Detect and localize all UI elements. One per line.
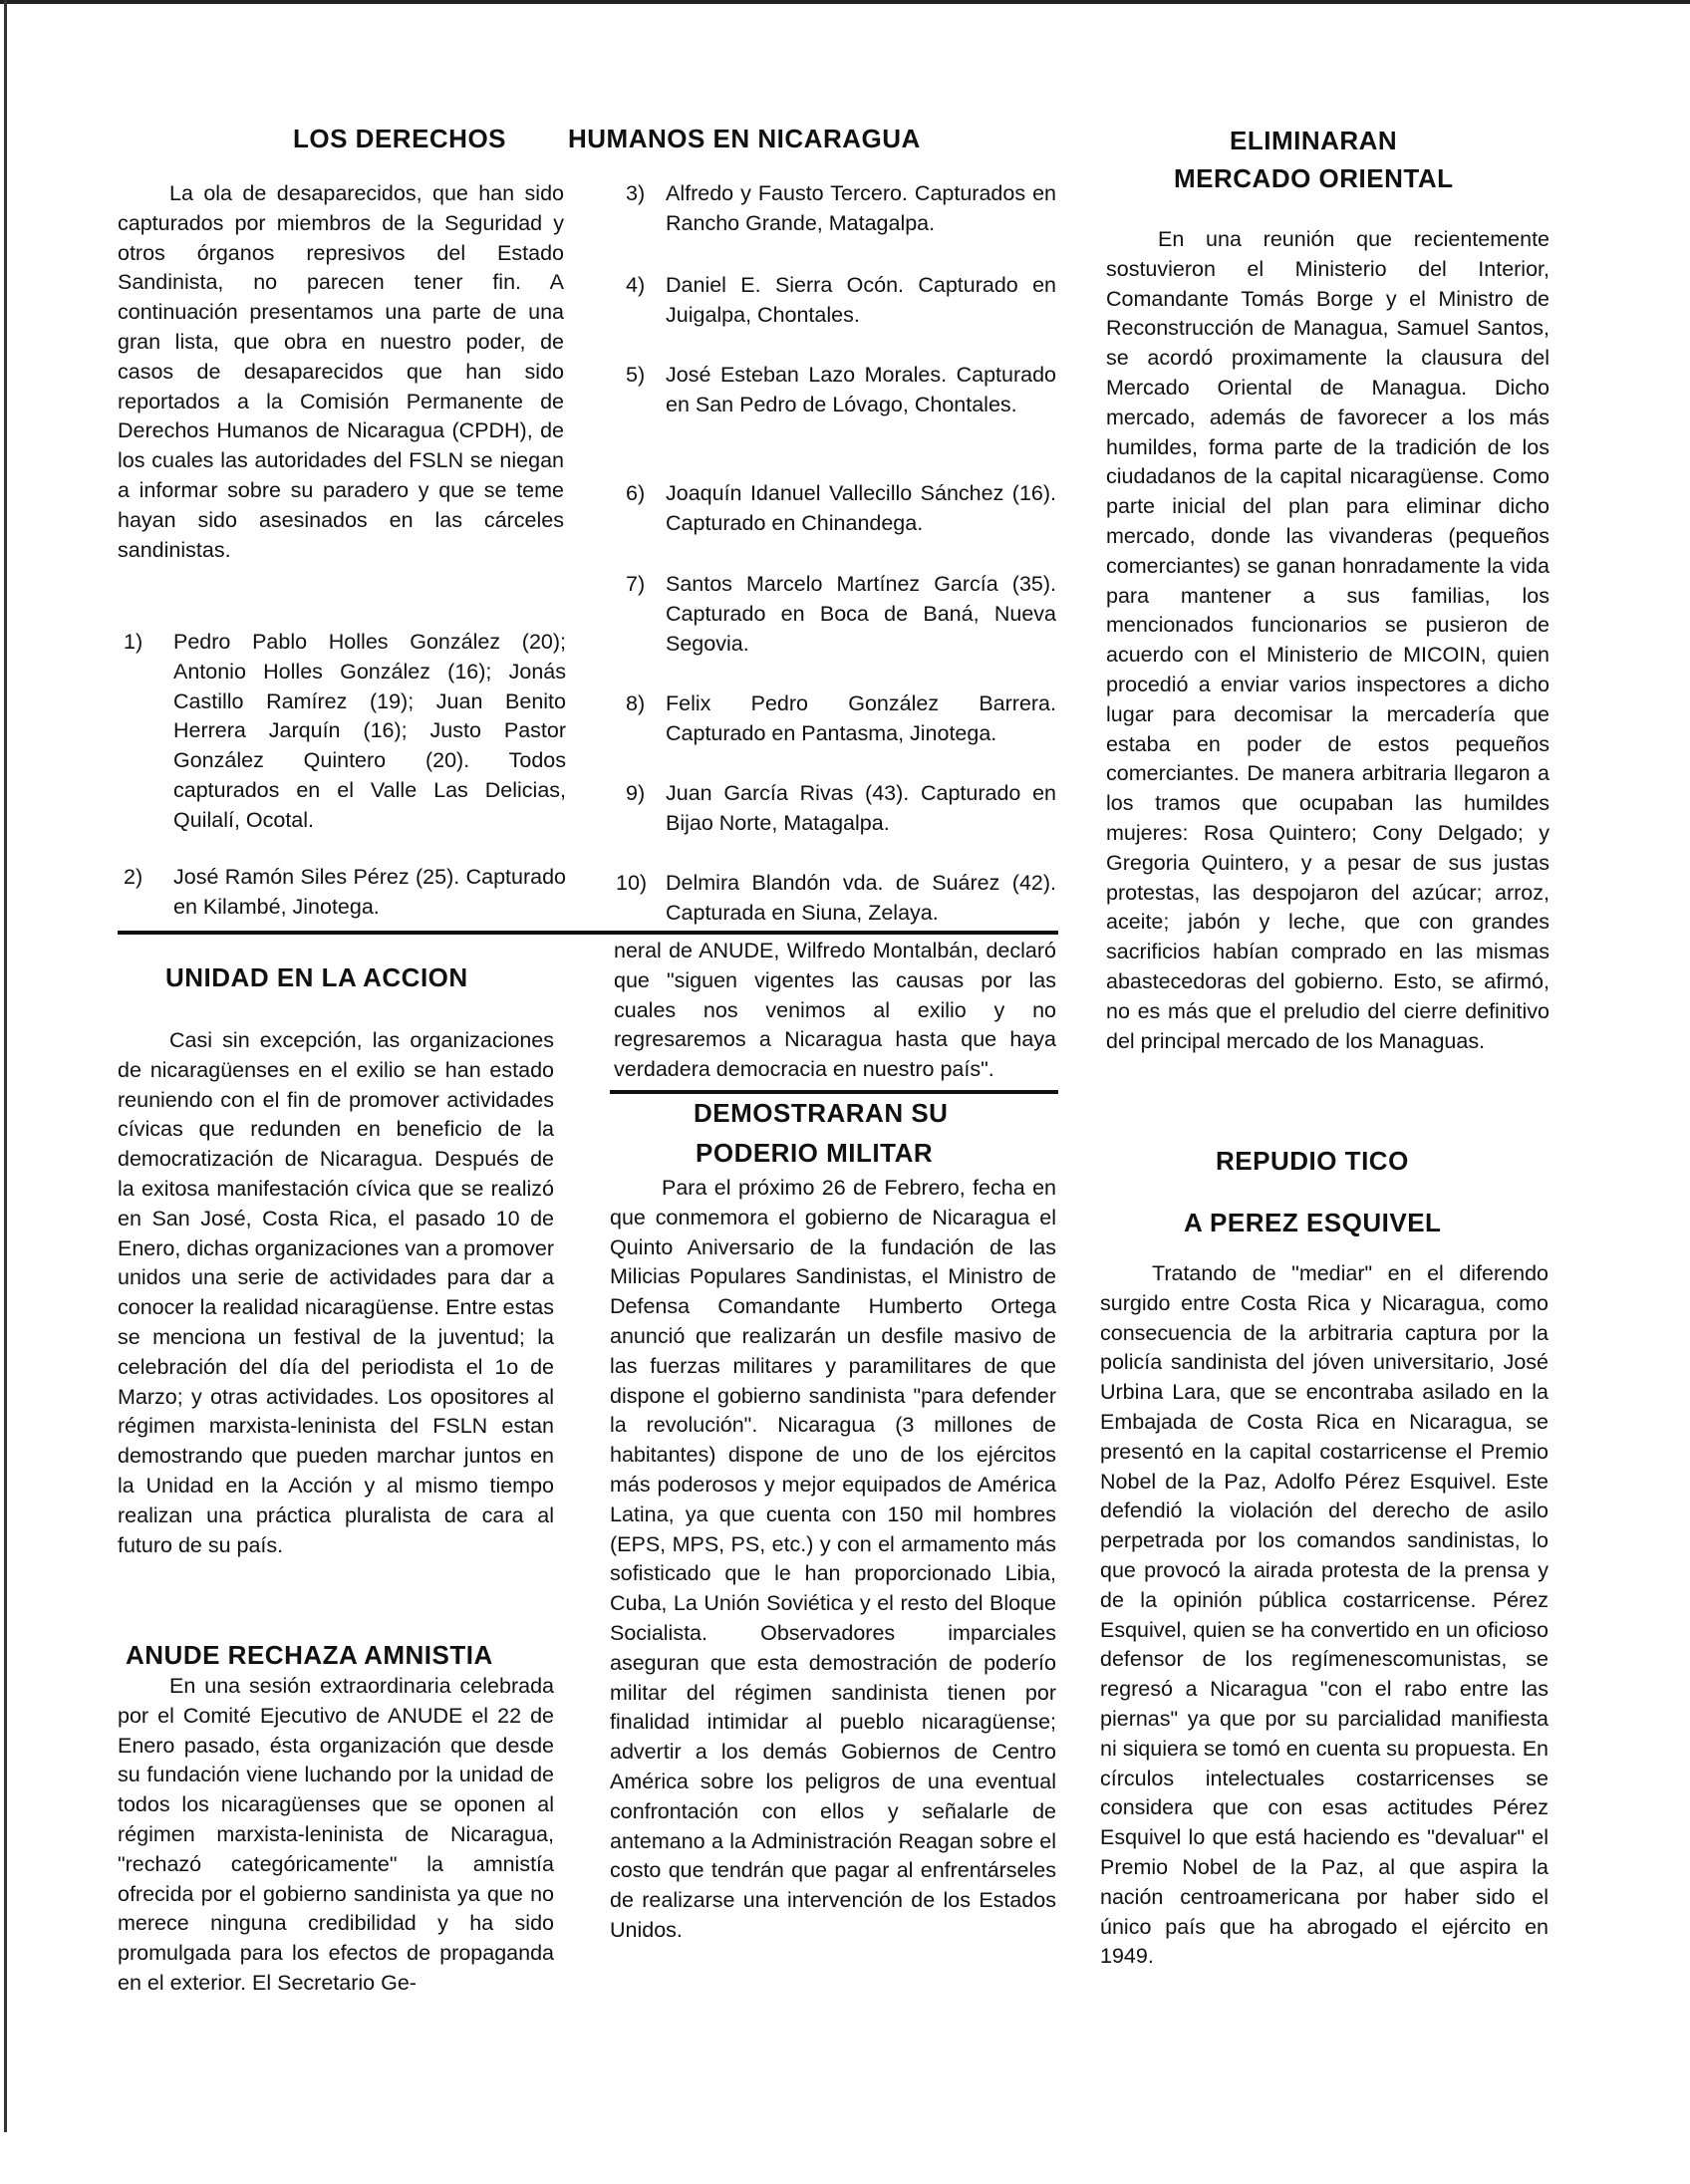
list-item xyxy=(616,869,1056,933)
list-item-number: 2) xyxy=(124,865,143,889)
unidad-body: Casi sin excepción, las organizaciones de nicaragüenses en el exilio se han estado reuniendo con el fin de promover actividades cívicas que redunden en beneficio de la democratización de Nicaragua. Después de la exitosa manifestación cívica que se realizó en San José, Costa Rica, el pasado 10 de Enero, dichas organizaciones van a promover unidos una serie de actividades para dar a conocer la realidad nicaragüense. Entre estas se menciona un festival de la juventud; la celebración del día del periodista el 1o de Marzo; y otras actividades. Los opositores al régimen marxista-leninista del FSLN estan demostrando que pueden marchar juntos en la Unidad en la Acción y al mismo tiempo realizan una práctica pluralista de cara al futuro de su país. xyxy=(118,1028,554,1557)
poderio-title-line2: PODERIO MILITAR xyxy=(696,1138,934,1168)
anude-body: En una sesión extraordinaria celebrada por el Comité Ejecutivo de ANUDE el 22 de Enero pasado, ésta organización que desde su fundación viene luchando por la unidad de todos los nicaragüenses que se oponen al régimen marxista-leninista de Nicaragua, "rechazó categóricamente" la amnistía ofrecida por el gobierno sandinista ya que no merece ninguna credibilidad y ha sido promulgada para los efectos de propaganda en el exterior. El Secretario Ge- xyxy=(118,1674,554,1995)
repudio-title-line2: A PEREZ ESQUIVEL xyxy=(1184,1208,1442,1237)
anude-continuation: neral de ANUDE, Wilfredo Montalbán, declaró que "siguen vigentes las causas por las cuales nos venimos al exilio y no regresaremos a Nicaragua hasta que haya verdadera democracia en nuestro país". xyxy=(614,939,1056,1082)
derechos-title-left: LOS DERECHOS xyxy=(293,124,507,153)
mercado-body: En una reunión que recientemente sostuvieron el Ministerio del Interior, Comandante Tomás Borge y el Ministro de Reconstrucción de Managua, Samuel Santos, se acordó proximamente la clausura del Mercado Oriental de Managua. Dicho mercado, además de favorecer a los más humildes, forma parte de la tradición de los ciudadanos de la capital nicaragüense. Como parte inicial del plan para eliminar dicho mercado, donde las vivanderas (pequeños comerciantes) se ganan honradamente la vida para mantener a sus familias, los mencionados funcionarios se pusieron de acuerdo con el Ministerio de MICOIN, quien procedió a enviar varios inspectores a dicho lugar para decomisar la mercadería que estaba en poder de estos pequeños comerciantes. De manera arbitraria llegaron a los tramos que ocupaban las humildes mujeres: Rosa Quintero; Cony Delgado; y Gregoria Quintero, y a pesar de sus justas protestas, las despojaron del azúcar; arroz, aceite; jabón y leche, que con grandes sacrificios habían comprado en las mismas abastecedoras del gobierno. Esto, se afirmó, no es más que el preludio del cierre definitivo del principal mercado de los Managuas. xyxy=(1106,227,1549,1053)
list-item-number: 1) xyxy=(124,630,143,654)
list-item-text: Joaquín Idanuel Vallecillo Sánchez (16). Capturado en Chinandega. xyxy=(666,481,1056,535)
derechos-intro: La ola de desaparecidos, que han sido capturados por miembros de la Seguridad y otros órganos represivos del Estado Sandinista, no parecen tener fin. A continuación presentamos una parte de una gran lista, que obra en nuestro poder, de casos de desaparecidos que han sido reportados a la Comisión Permanente de Derechos Humanos de Nicaragua (CPDH), de los cuales las autoridades del FSLN se niegan a informar sobre su paradero y que se teme hayan sido asesinados en las cárceles sandinistas. xyxy=(118,181,564,562)
list-item-number: 5) xyxy=(626,363,646,387)
list-item-text: Delmira Blandón vda. de Suárez (42). Capturada en Siuna, Zelaya. xyxy=(666,871,1056,925)
list-item-text: Alfredo y Fausto Tercero. Capturados en Rancho Grande, Matagalpa. xyxy=(666,181,1056,235)
list-item-text: Felix Pedro González Barrera. Capturado en Pantasma, Jinotega. xyxy=(666,691,1056,745)
list-item-text: Juan García Rivas (43). Capturado en Bijao Norte, Matagalpa. xyxy=(666,781,1056,835)
list-item-number: 10) xyxy=(616,871,648,895)
list-item xyxy=(616,361,1056,452)
anude-title: ANUDE RECHAZA AMNISTIA xyxy=(126,1640,493,1670)
repudio-title-line1: REPUDIO TICO xyxy=(1216,1146,1409,1176)
derechos-title-right: HUMANOS EN NICARAGUA xyxy=(568,124,921,153)
unidad-title: UNIDAD EN LA ACCION xyxy=(165,962,468,992)
list-item-number: 3) xyxy=(626,181,646,205)
repudio-body: Tratando de "mediar" en el diferendo surgido entre Costa Rica y Nicaragua, como consecuencia de la arbitraria captura por la policía sandinista del jóven universitario, José Urbina Lara, que se encontraba asilado en la Embajada de Costa Rica en Nicaragua, se presentó en la capital costarricense el Premio Nobel de la Paz, Adolfo Pérez Esquivel. Este defendió la violación del derecho de asilo perpetrada por los comandos sandinistas, lo que provocó la airada protesta de la prensa y de la opinión pública costarricense. Pérez Esquivel, quien se ha convertido en un oficioso defensor de los regímenescomunistas, se regresó a Nicaragua "con el rabo entre las piernas" ya que por su parcialidad manifiesta ni siquiera se tomó en cuenta su propuesta. En círculos intelectuales costarricenses se considera que con esas actitudes Pérez Esquivel lo que está haciendo es "devaluar" el Premio Nobel de la Paz, al que aspira la nación centroamericana por haber sido el único país que ha abrogado el ejército en 1949. xyxy=(1100,1261,1549,1969)
poderio-body: Para el próximo 26 de Febrero, fecha en que conmemora el gobierno de Nicaragua el Quinto Aniversario de la fundación de las Milicias Populares Sandinistas, el Ministro de Defensa Comandante Humberto Ortega anunció que realizarán un desfile masivo de las fuerzas militares y paramilitares de que dispone el gobierno sandinista "para defender la revolución". Nicaragua (3 millones de habitantes) dispone de uno de los ejércitos más poderosos y mejor equipados de América Latina, ya que cuenta con 150 mil hombres (EPS, MPS, PS, etc.) y con el armamento más sofisticado que le han proporcionado Libia, Cuba, La Unión Soviética y el resto del Bloque Socialista. Observadores imparciales aseguran que esta demostración de poderío militar del régimen sandinista tienen por finalidad intimidar al pueblo nicaragüense; advertir a los demás Gobiernos de Centro América sobre los peligros de una eventual confrontación con ellos y señalarle de antemano a la Administración Reagan sobre el costo que tendrán que pagar al enfrentárseles de realizarse una intervención de los Estados Unidos. xyxy=(610,1176,1056,1942)
list-item xyxy=(616,689,1056,753)
list-item xyxy=(616,570,1056,662)
list-item-text: Santos Marcelo Martínez García (35). Capturado en Boca de Baná, Nueva Segovia. xyxy=(666,572,1056,656)
mercado-title-line1: ELIMINARAN xyxy=(1230,126,1398,155)
page-top-border xyxy=(0,0,1690,4)
list-item-text: Pedro Pablo Holles González (20); Antonio Holles González (16); Jonás Castillo Ramírez (19); Juan Benito Herrera Jarquín (16); Justo Pastor González Quintero (20). Todos capturados en el Valle Las Delicias, Quilalí, Ocotal. xyxy=(173,630,566,832)
list-item-text: José Ramón Siles Pérez (25). Capturado en Kilambé, Jinotega. xyxy=(173,865,566,919)
section-divider xyxy=(610,1090,1058,1094)
list-item-number: 4) xyxy=(626,273,646,297)
list-item-number: 6) xyxy=(626,481,646,505)
list-item-text: José Esteban Lazo Morales. Capturado en San Pedro de Lóvago, Chontales. xyxy=(666,363,1056,416)
list-item xyxy=(616,479,1056,543)
list-item-text: Daniel E. Sierra Ocón. Capturado en Juigalpa, Chontales. xyxy=(666,273,1056,327)
list-item-number: 7) xyxy=(626,572,646,596)
list-item xyxy=(616,779,1056,843)
list-item xyxy=(124,628,566,832)
list-item xyxy=(124,863,566,927)
list-item xyxy=(616,271,1056,335)
section-divider xyxy=(118,931,1058,935)
poderio-title-line1: DEMOSTRARAN SU xyxy=(694,1098,949,1128)
page-left-border xyxy=(4,0,7,2132)
list-item-number: 9) xyxy=(626,781,646,805)
list-item xyxy=(616,179,1056,271)
list-item-number: 8) xyxy=(626,691,646,715)
mercado-title-line2: MERCADO ORIENTAL xyxy=(1174,163,1454,193)
